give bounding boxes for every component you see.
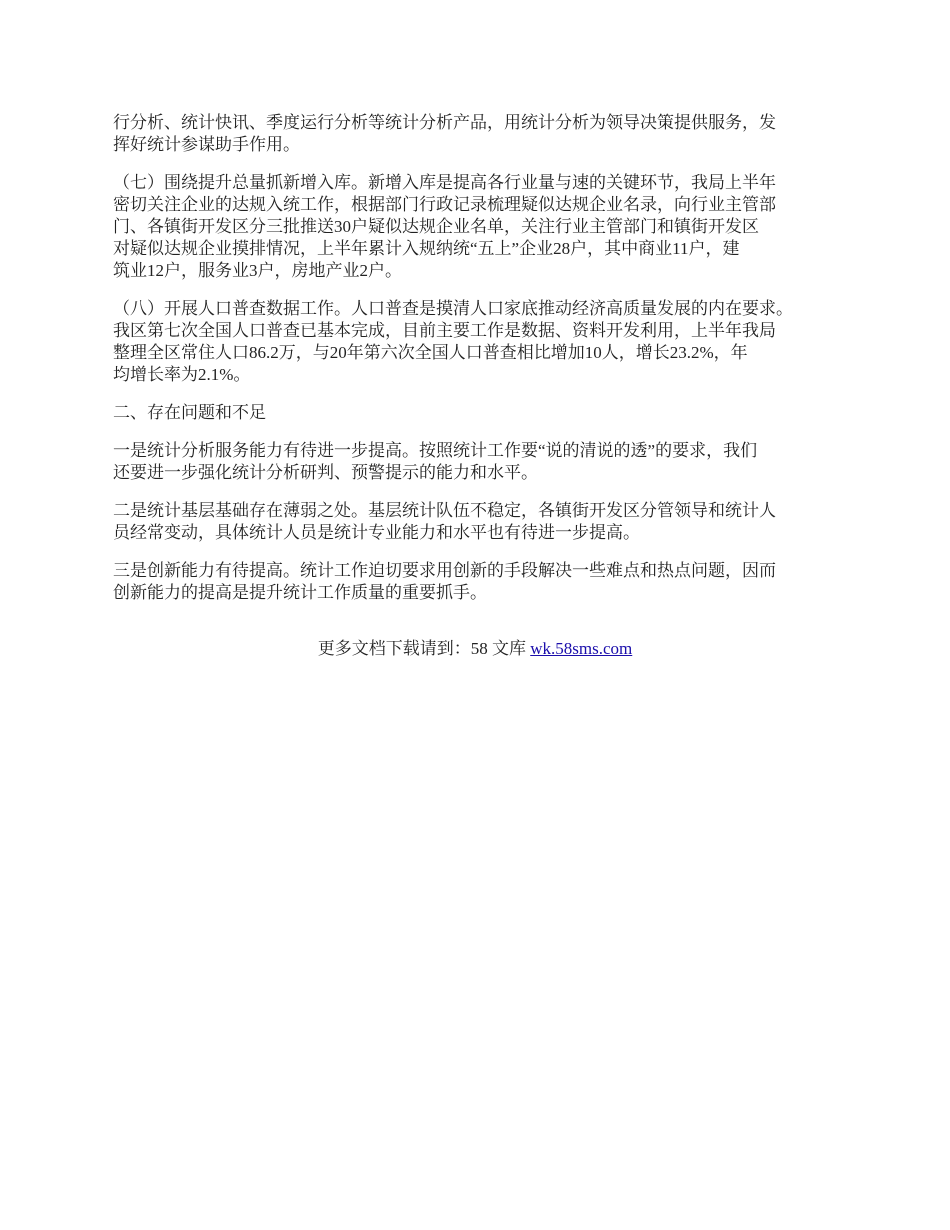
- section-heading-problems: [113, 402, 853, 424]
- download-footer: [0, 638, 950, 660]
- document-body: [113, 112, 853, 620]
- text-line: 一是统计分析服务能力有待进一步提高。按照统计工作要“说的清说的透”的要求，我们: [113, 441, 758, 460]
- paragraph-problem-two: [113, 500, 853, 544]
- paragraph-section-seven: [113, 172, 853, 282]
- text-line: 创新能力的提高是提升统计工作质量的重要抓手。: [113, 583, 487, 602]
- text-line: （八）开展人口普查数据工作。人口普查是摸清人口家底推动经济高质量发展的内在要求。: [113, 299, 793, 318]
- paragraph-analysis-products: [113, 112, 853, 156]
- text-line: （七）围绕提升总量抓新增入库。新增入库是提高各行业量与速的关键环节，我局上半年: [113, 173, 776, 192]
- footer-prefix-text: 更多文档下载请到：58 文库: [317, 639, 531, 658]
- download-site-link[interactable]: wk.58sms.com: [530, 639, 633, 658]
- text-line: 门、各镇街开发区分三批推送30户疑似达规企业名单，关注行业主管部门和镇街开发区: [113, 217, 759, 236]
- paragraph-problem-three: [113, 560, 853, 604]
- text-line: 对疑似达规企业摸排情况，上半年累计入规纳统“五上”企业28户，其中商业11户，建: [113, 239, 740, 258]
- text-line: 还要进一步强化统计分析研判、预警提示的能力和水平。: [113, 463, 538, 482]
- section-heading-text: 二、存在问题和不足: [113, 403, 266, 422]
- paragraph-section-eight: [113, 298, 853, 386]
- text-line: 我区第七次全国人口普查已基本完成，目前主要工作是数据、资料开发利用，上半年我局: [113, 321, 776, 340]
- text-line: 二是统计基层基础存在薄弱之处。基层统计队伍不稳定，各镇街开发区分管领导和统计人: [113, 501, 776, 520]
- text-line: 挥好统计参谋助手作用。: [113, 135, 300, 154]
- text-line: 整理全区常住人口86.2万，与20年第六次全国人口普查相比增加10人，增长23.2%，年: [113, 343, 748, 362]
- text-line: 密切关注企业的达规入统工作，根据部门行政记录梳理疑似达规企业名录，向行业主管部: [113, 195, 776, 214]
- text-line: 行分析、统计快讯、季度运行分析等统计分析产品，用统计分析为领导决策提供服务，发: [113, 113, 776, 132]
- text-line: 三是创新能力有待提高。统计工作迫切要求用创新的手段解决一些难点和热点问题，因而: [113, 561, 776, 580]
- text-line: 员经常变动，具体统计人员是统计专业能力和水平也有待进一步提高。: [113, 523, 640, 542]
- paragraph-problem-one: [113, 440, 853, 484]
- text-line: 均增长率为2.1%。: [113, 365, 251, 384]
- text-line: 筑业12户，服务业3户，房地产业2户。: [113, 261, 402, 280]
